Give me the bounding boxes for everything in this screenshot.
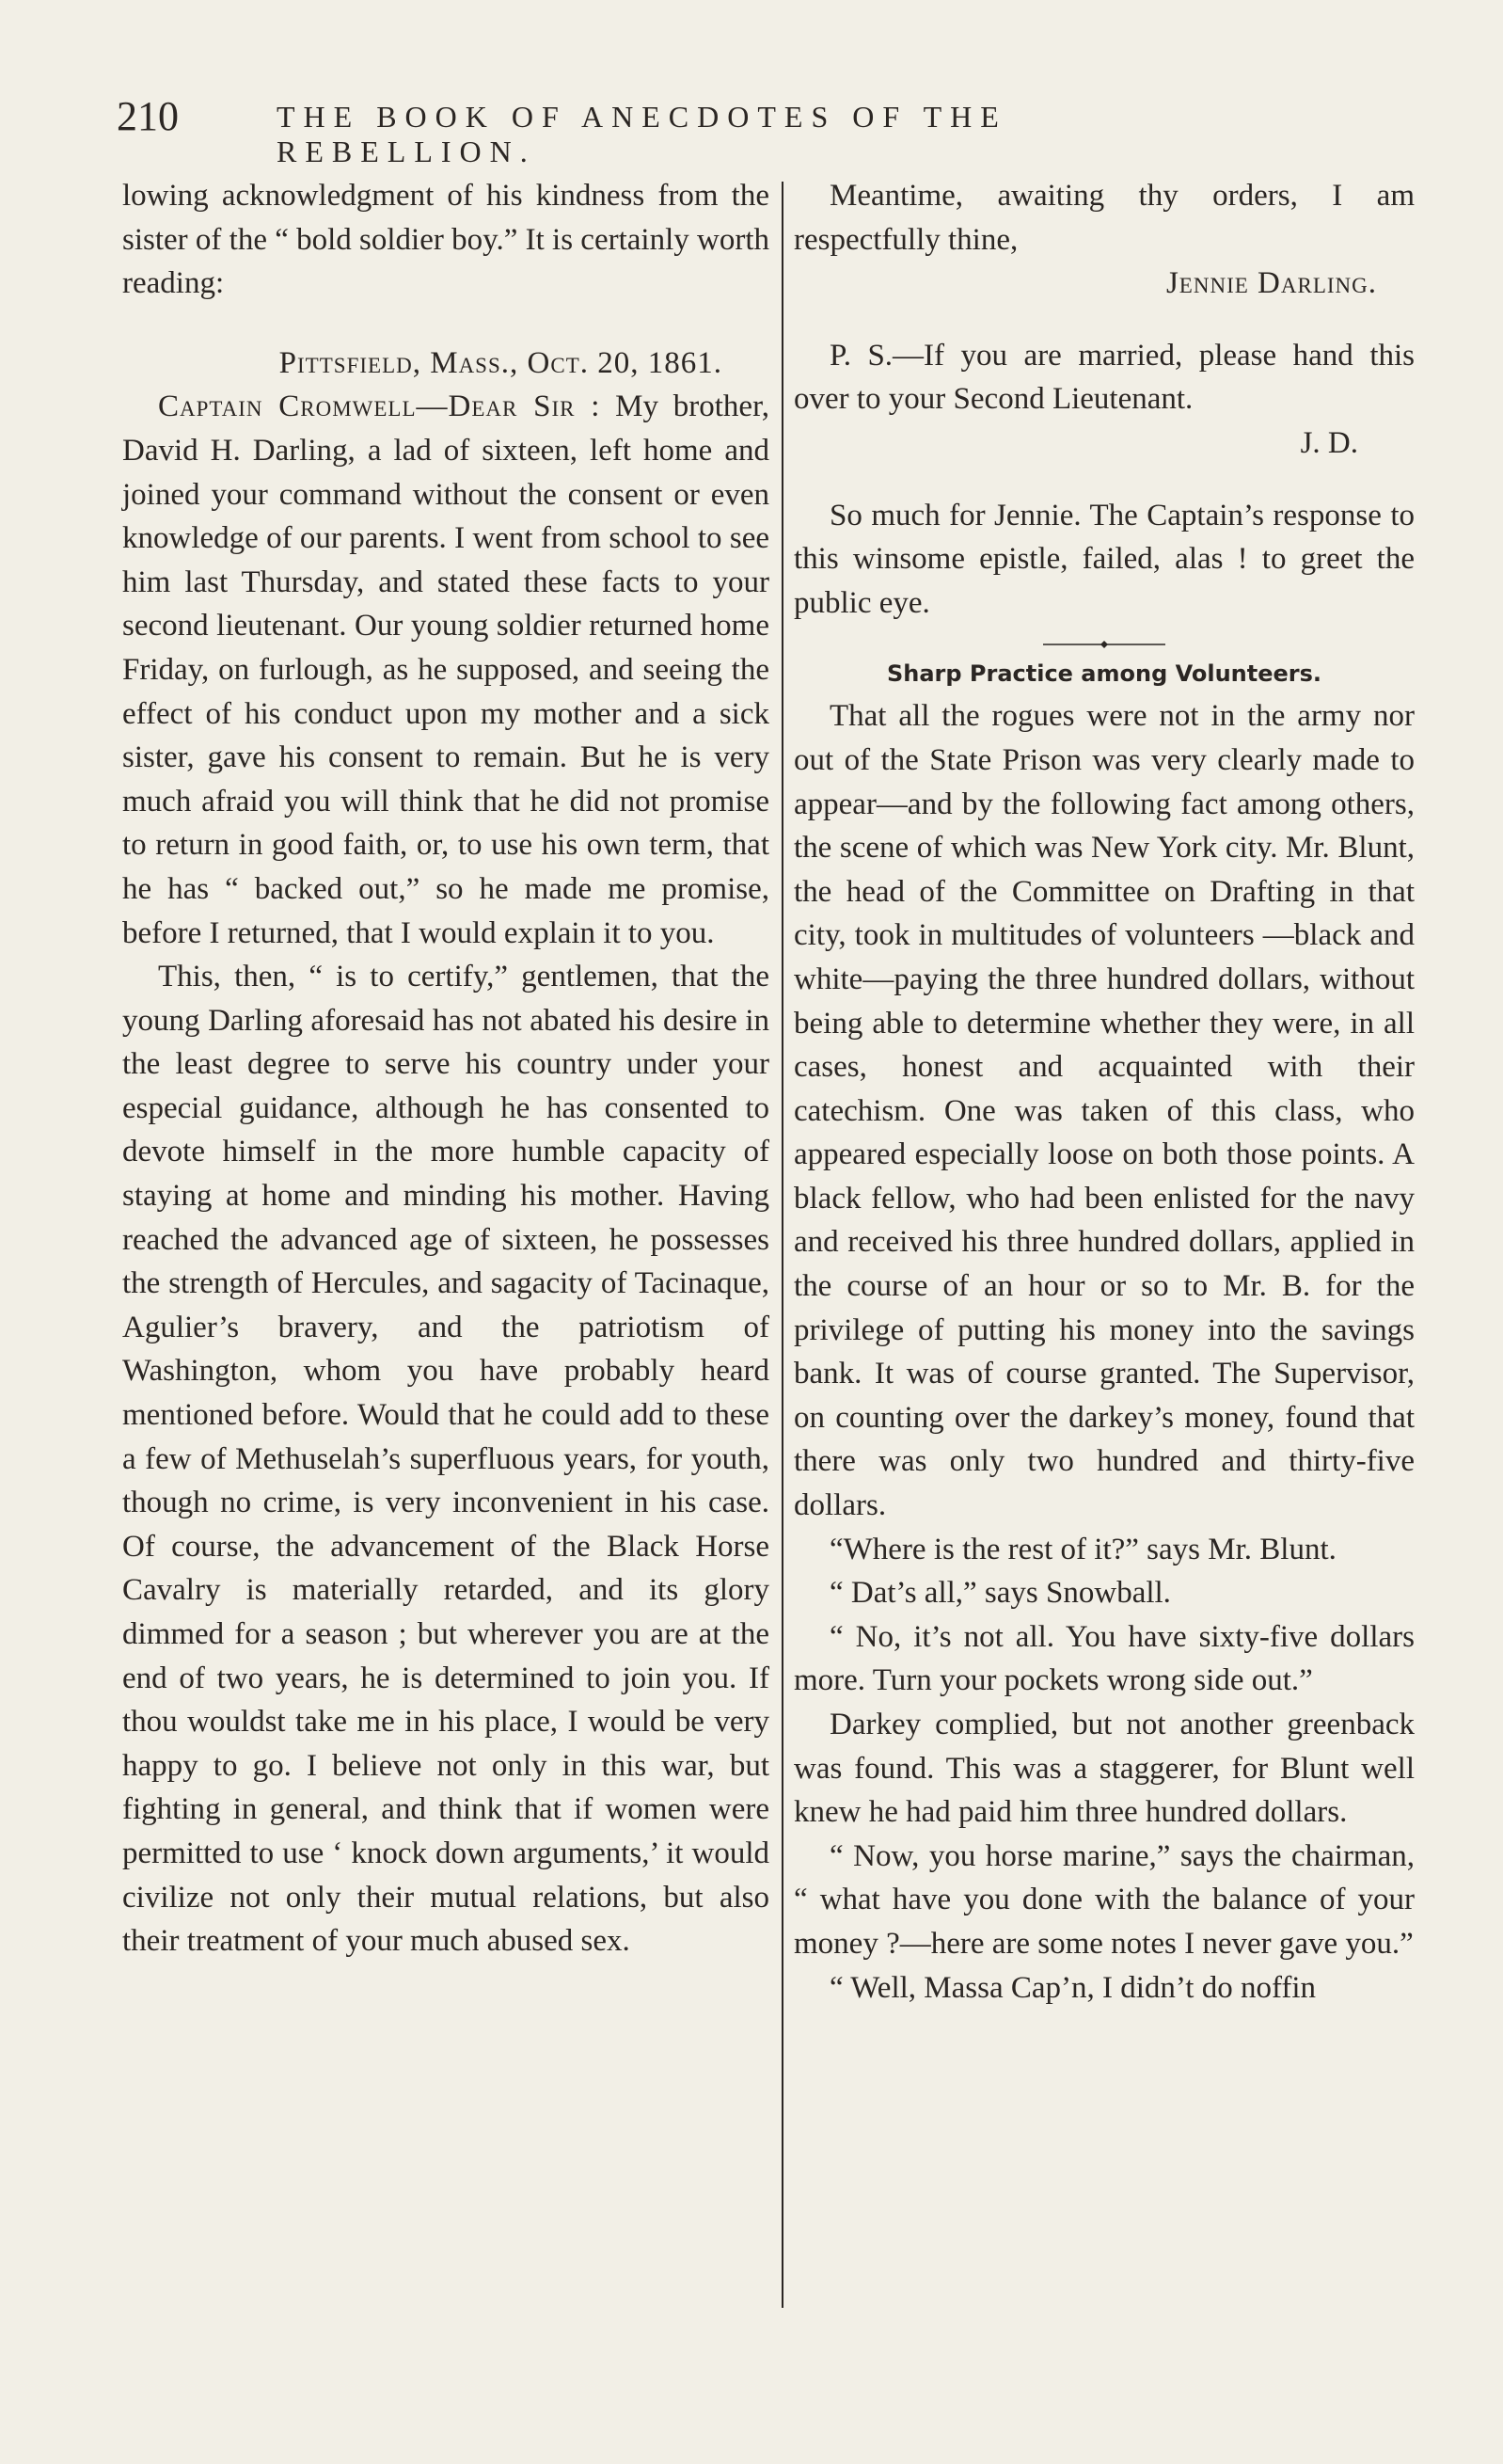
postscript-initials: J. D.	[1300, 425, 1358, 460]
letter-opening-paragraph	[122, 385, 769, 955]
editorial-comment: So much for Jennie. The Captain’s response to this winsome epistle, failed, alas ! to greet the public eye.	[794, 498, 1415, 620]
letter-postscript: P. S.—If you are married, please hand this over to your Second Lieutenant.	[794, 338, 1415, 417]
column-divider	[782, 182, 783, 2308]
story-paragraph-6: “ Now, you horse marine,” says the chairman, “ what have you done with the balance of your money ?—here are some notes I never gave you.”	[794, 1838, 1415, 1961]
intro-paragraph: lowing acknowledgment of his kindness from the sister of the “ bold soldier boy.” It is certainly worth reading:	[122, 179, 769, 301]
story-paragraph-5: Darkey complied, but not another greenback was found. This was a staggerer, for Blunt well knew he had paid him three hundred dollars.	[794, 1708, 1415, 1830]
letter-paragraph-1: My brother, David H. Darling, a lad of sixteen, left home and joined your command without the consent or even knowledge of our parents. I went from school to see him last Thursday, and stated these facts to your second lieutenant. Our young soldier returned home Friday, on furlough, as he supposed, and seeing the effect of his conduct upon my mother and a sick sister, gave his consent to remain. But he is very much afraid you will think that he did not promise to return in good faith, or, to use his own term, that he has “ backed out,” so he made me promise, before I returned, that I would explain it to you.	[122, 389, 769, 950]
story-paragraph-1: That all the rogues were not in the army nor out of the State Prison was very clearly made to appear—and by the following fact among others, the scene of which was New York city. Mr. Blunt, the head of the Committee on Drafting in that city, took in multitudes of volunteers —black and white—paying the three hundred dollars, without being able to determine whether they were, in all cases, honest and acquainted with their catechism. One was taken of this class, who appeared especially loose on both those points. A black fellow, who had been enlisted for the navy and received his three hundred dollars, applied in the course of an hour or so to Mr. B. for the privilege of putting his money into the savings bank. It was of course granted. The Supervisor, on counting over the darkey’s money, found that there was only two hundred and thirty-five dollars.	[794, 699, 1415, 1523]
section-divider-ornament	[1043, 638, 1165, 651]
right-column	[794, 174, 1415, 2010]
letter-dateline: Pittsfield, Mass., Oct. 20, 1861.	[278, 345, 722, 380]
letter-signature: Jennie Darling.	[1165, 266, 1377, 301]
running-head: THE BOOK OF ANECDOTES OF THE REBELLION.	[277, 100, 1007, 168]
letter-paragraph-2: This, then, “ is to certify,” gentlemen, that the young Darling aforesaid has not abated his desire in the least degree to serve his country under your especial guidance, although he has consented to devote himself in the more humble capacity of staying at home and minding his mother. Having reached the advanced age of sixteen, he possesses the strength of Hercules, and sagacity of Tacinaque, Agulier’s bravery, and the patriotism of Washington, whom you have probably heard mentioned before. Would that he could add to these a few of Methuselah’s superfluous years, for youth, though no crime, is very inconvenient in his case. Of course, the advancement of the Black Horse Cavalry is materially retarded, and its glory dimmed for a season ; but wherever you are at the end of two years, he is determined to join you. If thou wouldst take me in his place, I would be very happy to go. I believe not only in this war, but fighting in general, and think that if women were permitted to use ‘ knock down arguments,’ it would civilize not only their mutual relations, but also their treatment of your much abused sex.	[122, 960, 769, 1959]
left-column	[122, 174, 769, 1963]
page-number: 210	[117, 93, 179, 139]
story-paragraph-2: “Where is the rest of it?” says Mr. Blunt.	[830, 1532, 1337, 1566]
story-paragraph-7: “ Well, Massa Cap’n, I didn’t do noffin	[830, 1970, 1317, 2005]
section-heading: Sharp Practice among Volunteers.	[886, 660, 1322, 688]
story-paragraph-3: “ Dat’s all,” says Snowball.	[830, 1576, 1171, 1611]
story-paragraph-4: “ No, it’s not all. You have sixty-five dollars more. Turn your pockets wrong side out.”	[794, 1619, 1415, 1698]
page-header	[117, 92, 1274, 168]
letter-salutation: Captain Cromwell—Dear Sir :	[158, 389, 601, 424]
letter-closing: Meantime, awaiting thy orders, I am respectfully thine,	[794, 179, 1415, 257]
